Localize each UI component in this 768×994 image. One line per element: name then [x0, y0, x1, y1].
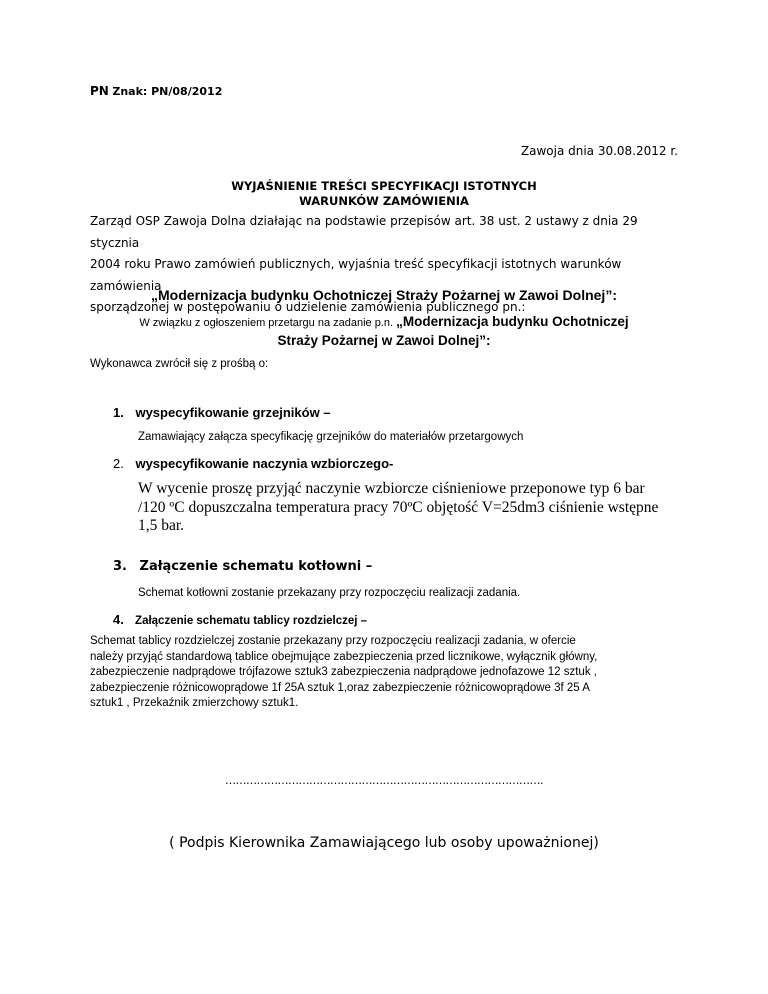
tender-ref-title-part1: „Modernizacja budynku Ochotniczej [396, 314, 629, 329]
item-1-heading [113, 405, 331, 420]
document-reference [90, 84, 222, 98]
item-2-answer-line-3: 1,5 bar. [138, 517, 185, 534]
signature-line: ………………………………………………………………………………. [225, 774, 543, 787]
item-2-number: 2. [113, 456, 124, 471]
title-line-2: WARUNKÓW ZAMÓWIENIA [299, 194, 469, 208]
item-2-title: wyspecyfikowanie naczynia wzbiorczego- [135, 456, 394, 471]
contractor-request: Wykonawca zwrócił się z prośbą o: [90, 358, 269, 370]
item-3-title: Załączenie schematu kotłowni – [139, 559, 373, 574]
item-3-answer: Schemat kotłowni zostanie przekazany przy rozpoczęciu realizacji zadania. [138, 587, 521, 599]
intro-line-2: 2004 roku Prawo zamówień publicznych, wyjaśnia treść specyfikacji istotnych warunków zamówienia [90, 257, 622, 293]
project-title: „Modernizacja budynku Ochotniczej Straży Pożarnej w Zawoi Dolnej”: [151, 287, 617, 303]
item-4-answer-line-3: zabezpieczenie nadprądowe trójfazowe sztuk3 zabezpieczenia nadprądowe jednofazowe 12 sztuk , [90, 666, 597, 678]
item-4-title: Załączenie schematu tablicy rozdzielczej – [135, 615, 368, 627]
item-4-answer-line-5: sztuk1 , Przekaźnik zmierzchowy sztuk1. [90, 697, 299, 709]
item-2-answer-line-1: W wycenie proszę przyjąć naczynie wzbiorcze ciśnieniowe przeponowe typ 6 bar [138, 480, 645, 497]
item-4-number: 4. [113, 612, 124, 627]
item-1-number: 1. [113, 405, 124, 420]
pn-label: PN [90, 84, 109, 98]
tender-ref-prefix: W związku z ogłoszeniem przetargu na zadanie p.n. [139, 317, 394, 329]
intro-line-3: sporządzonej w postępowaniu o udzielenie zamówienia publicznego pn.: [90, 300, 526, 314]
document-title [0, 179, 768, 209]
item-4-answer-line-4: zabezpieczenie różnicowoprądowe 1f 25A sztuk 1,oraz zabezpieczenie różnicowoprądowe 3f 25 A [90, 681, 590, 694]
znak-label: Znak: PN/08/2012 [112, 85, 223, 98]
document-date: Zawoja dnia 30.08.2012 r. [520, 144, 678, 158]
item-1-title: wyspecyfikowanie grzejników – [135, 405, 331, 420]
item-3-heading [113, 559, 372, 574]
intro-line-1: Zarząd OSP Zawoja Dolna działając na podstawie przepisów art. 38 ust. 2 ustawy z dnia 29 stycznia [90, 214, 638, 250]
item-4-heading [113, 612, 367, 627]
tender-ref-title-part2: Straży Pożarnej w Zawoi Dolnej”: [277, 333, 491, 348]
item-4-answer-line-1: Schemat tablicy rozdzielczej zostanie przekazany przy rozpoczęciu realizacji zadania, w ofercie [90, 635, 576, 647]
item-4-answer [90, 634, 678, 712]
title-line-1: WYJAŚNIENIE TREŚCI SPECYFIKACJI ISTOTNYCH [231, 179, 537, 193]
item-1-answer: Zamawiający załącza specyfikację grzejników do materiałów przetargowych [138, 431, 524, 443]
tender-reference [0, 313, 768, 349]
item-3-number: 3. [113, 559, 127, 574]
signature-caption: ( Podpis Kierownika Zamawiającego lub osoby upoważnionej) [169, 835, 599, 851]
item-4-answer-line-2: należy przyjąć standardową tablice obejmujące zabezpieczenia przed licznikowe, wyłącznik główny, [90, 650, 598, 663]
item-2-answer [138, 480, 658, 536]
item-2-heading [113, 456, 393, 471]
item-2-answer-line-2: /120 ºC dopuszczalna temperatura pracy 70ºC objętość V=25dm3 ciśnienie wstępne [138, 498, 659, 516]
